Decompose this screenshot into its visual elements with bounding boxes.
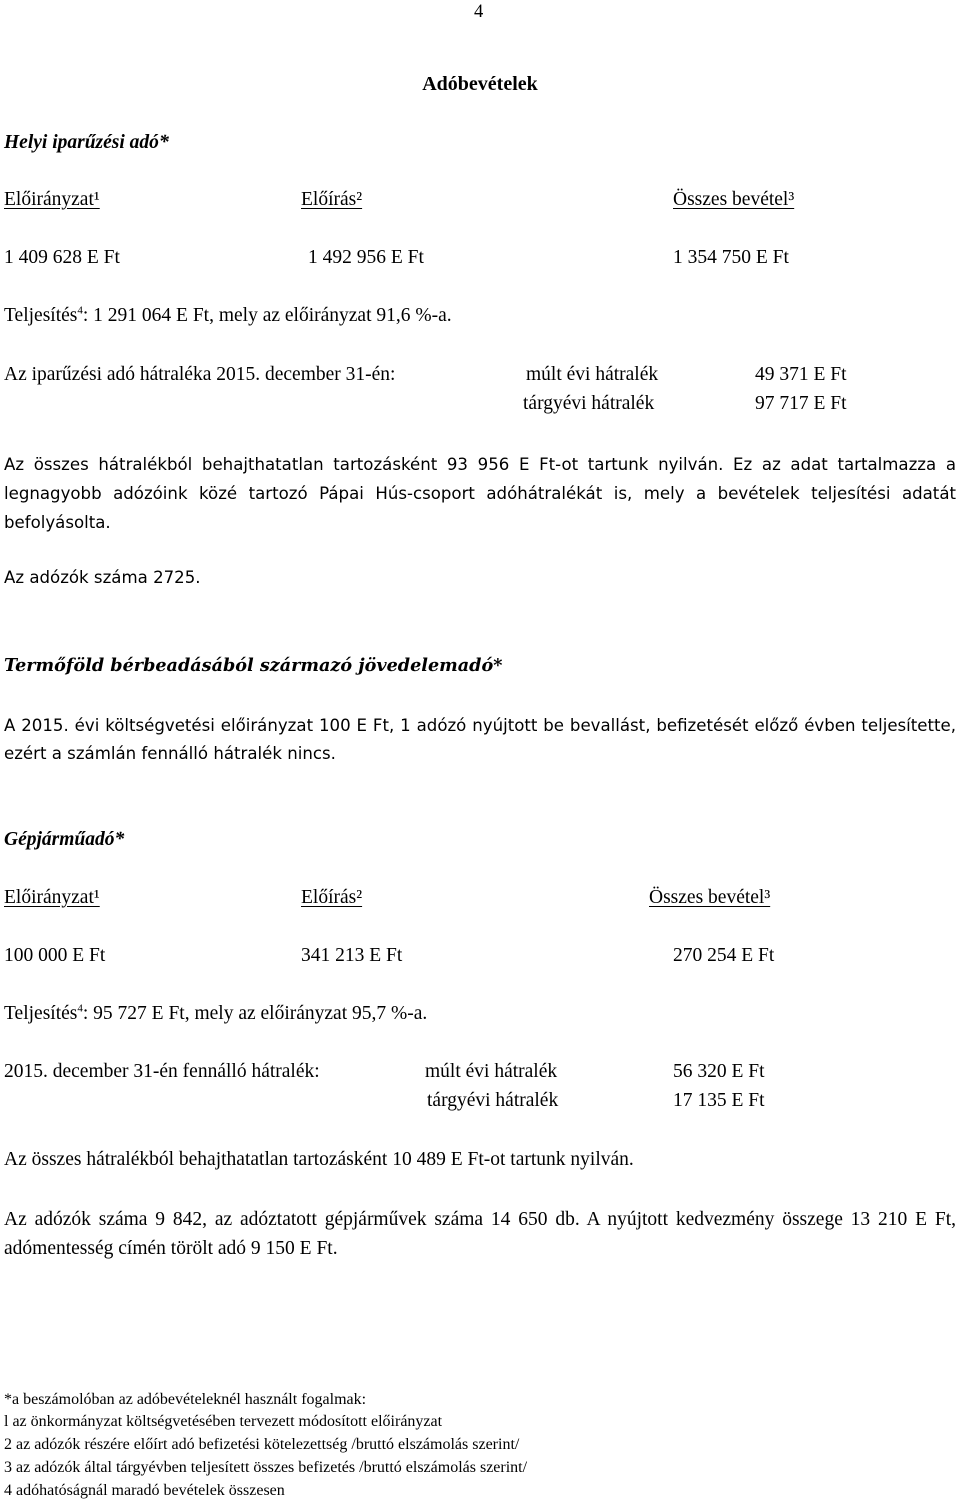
targyevi-label: tárgyévi hátralék bbox=[427, 1090, 559, 1111]
footnote-ref: 4 bbox=[77, 304, 83, 317]
mult-evi-label: múlt évi hátralék bbox=[425, 1061, 558, 1082]
column-header-eloiras: Előírás² bbox=[301, 887, 363, 908]
column-header-eloiranyzat: Előirányzat¹ bbox=[4, 189, 100, 210]
footnote-3: 3 az adózók által tárgyévben teljesített összes befizetés /bruttó elszámolás szerint/ bbox=[4, 1459, 528, 1476]
teljesites-label: Teljesítés bbox=[4, 305, 78, 326]
teljesites-label: Teljesítés bbox=[4, 1003, 78, 1024]
teljesites-value: : 95 727 E Ft, mely az előirányzat 95,7 %-a. bbox=[82, 1003, 428, 1024]
mult-evi-value: 56 320 E Ft bbox=[673, 1061, 765, 1082]
column-header-eloiras: Előírás² bbox=[301, 189, 363, 210]
value-eloiras: 341 213 E Ft bbox=[301, 945, 403, 966]
value-eloiranyzat: 1 409 628 E Ft bbox=[4, 247, 120, 268]
column-header-osszes-bevetel: Összes bevétel³ bbox=[673, 189, 795, 210]
targyevi-label: tárgyévi hátralék bbox=[523, 393, 655, 414]
targyevi-value: 17 135 E Ft bbox=[673, 1090, 765, 1111]
section-heading-text: Helyi iparűzési adó bbox=[4, 132, 159, 153]
asterisk-mark: * bbox=[158, 131, 169, 153]
footnote-2: 2 az adózók részére előírt adó befizetési kötelezettség /bruttó elszámolás szerint/ bbox=[4, 1436, 520, 1453]
footnote-intro: *a beszámolóban az adóbevételeknél használt fogalmak: bbox=[4, 1391, 367, 1408]
mult-evi-label: múlt évi hátralék bbox=[526, 364, 659, 385]
value-eloiranyzat: 100 000 E Ft bbox=[4, 945, 106, 966]
hatralek-paragraph: Az összes hátralékból behajthatatlan tartozásként 93 956 E Ft-ot tartunk nyilván. Ez az adat tartalmazza a legnagyobb adózóink közé tartozó Pápai Hús-csoport adóhátralékát is, mely a bevételek teljesítési adatát befolyásolta. bbox=[4, 455, 956, 532]
column-header-osszes-bevetel: Összes bevétel³ bbox=[649, 887, 771, 908]
gepjarmu-paragraph: Az adózók száma 9 842, az adóztatott gépjárművek száma 14 650 db. A nyújtott kedvezmény összege 13 210 E Ft, adómentesség címén törölt adó 9 150 E Ft. bbox=[4, 1209, 956, 1259]
footnote-ref: 4 bbox=[77, 1002, 83, 1015]
mult-evi-value: 49 371 E Ft bbox=[755, 364, 847, 385]
hatralek-label: 2015. december 31-én fennálló hátralék: bbox=[4, 1061, 320, 1082]
section-heading-gepjarmu: Gépjárműadó* bbox=[4, 829, 125, 850]
section-heading-iparuzesi bbox=[4, 130, 169, 155]
teljesites-line bbox=[4, 1002, 427, 1026]
adozok-szama: Az adózók száma 2725. bbox=[4, 568, 201, 587]
column-header-eloiranyzat: Előirányzat¹ bbox=[4, 887, 100, 908]
targyevi-value: 97 717 E Ft bbox=[755, 393, 847, 414]
page-title: Adóbevételek bbox=[422, 73, 538, 95]
footnote-1: l az önkormányzat költségvetésében tervezett módosított előirányzat bbox=[4, 1413, 443, 1430]
value-osszes-bevetel: 1 354 750 E Ft bbox=[673, 247, 789, 268]
teljesites-value: : 1 291 064 E Ft, mely az előirányzat 91,6 %-a. bbox=[82, 305, 452, 326]
hatralek-label: Az iparűzési adó hátraléka 2015. december 31-én: bbox=[4, 364, 396, 385]
section-heading-termofold: Termőföld bérbeadásából származó jövedelemadó* bbox=[4, 655, 503, 676]
behajthatatlan-line: Az összes hátralékból behajthatatlan tartozásként 10 489 E Ft-ot tartunk nyilván. bbox=[4, 1149, 634, 1170]
teljesites-line bbox=[4, 304, 452, 328]
termofold-paragraph: A 2015. évi költségvetési előirányzat 100 E Ft, 1 adózó nyújtott be bevallást, befizetését előző évben teljesítette, ezért a számlán fennálló hátralék nincs. bbox=[4, 716, 956, 763]
page-number: 4 bbox=[474, 2, 484, 22]
footnote-4: 4 adóhatóságnál maradó bevételek összesen bbox=[4, 1482, 285, 1499]
value-osszes-bevetel: 270 254 E Ft bbox=[673, 945, 775, 966]
value-eloiras: 1 492 956 E Ft bbox=[308, 247, 424, 268]
